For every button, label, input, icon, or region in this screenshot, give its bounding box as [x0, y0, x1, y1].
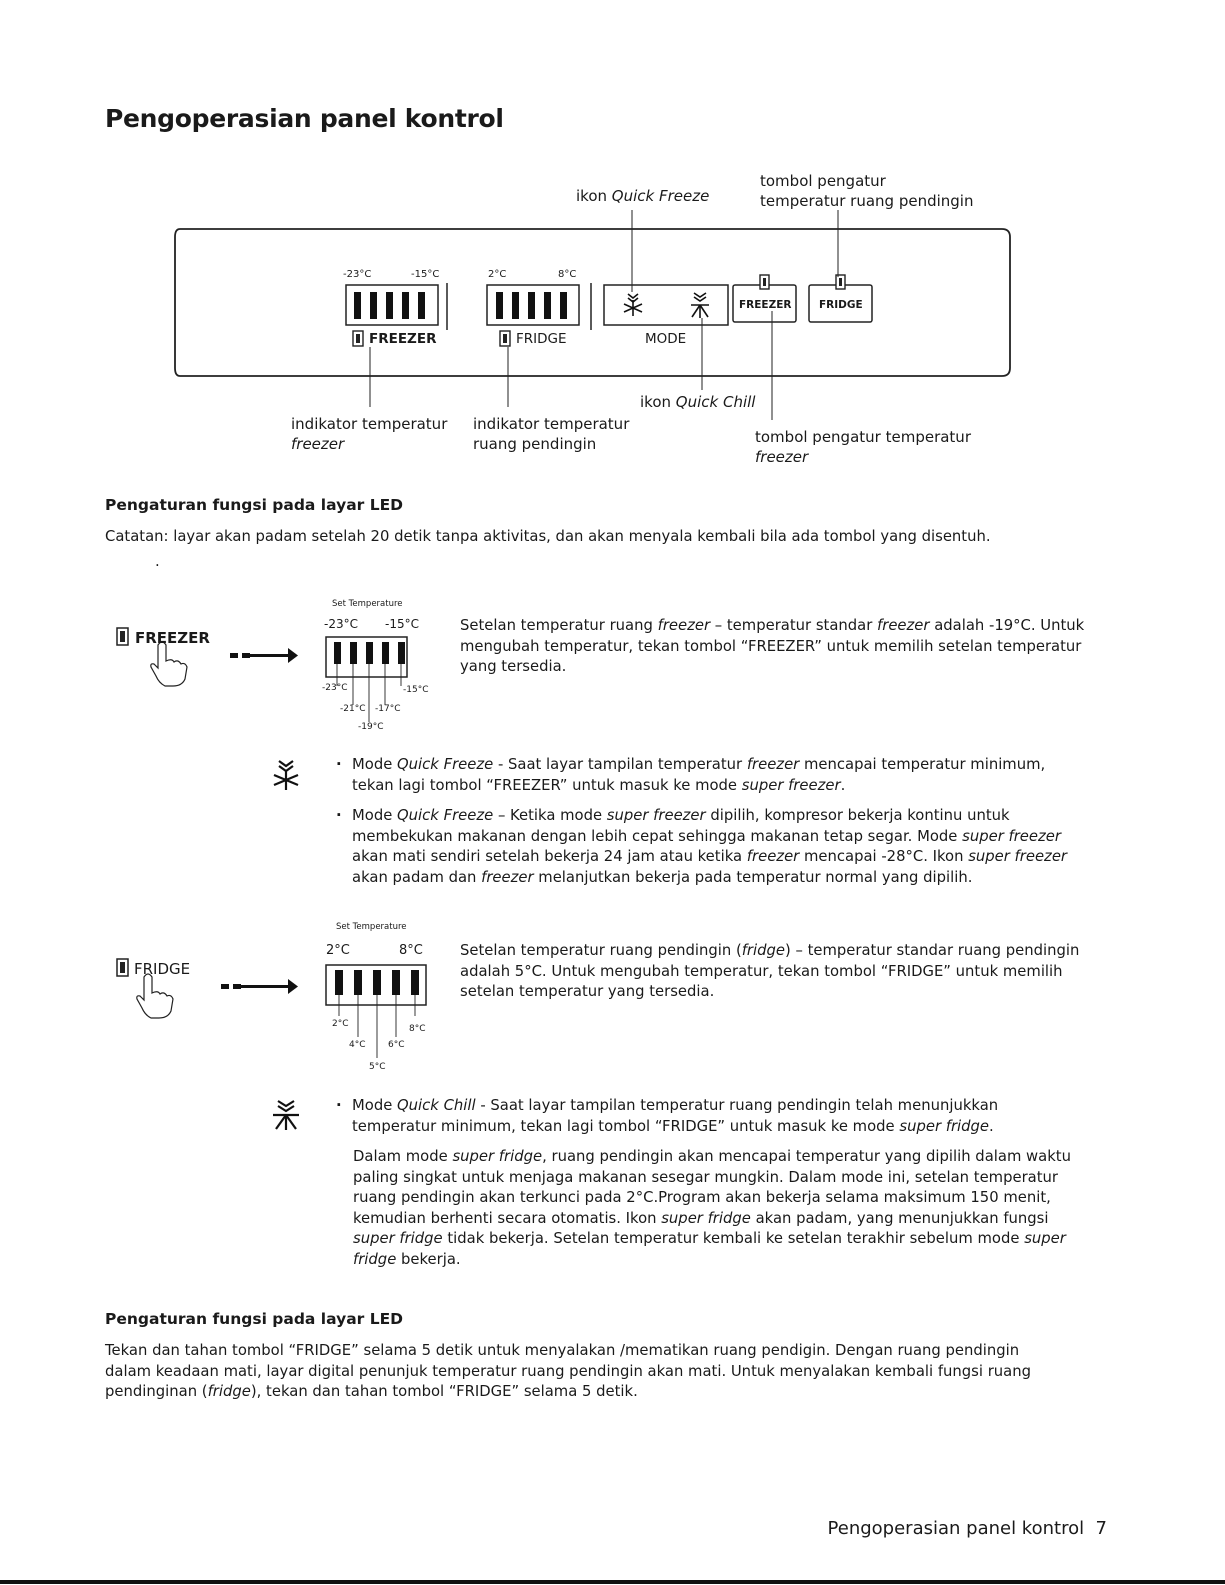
- fridge-button[interactable]: FRIDGE: [819, 299, 863, 311]
- callout-freezer-indicator-1: indikator temperatur: [291, 415, 448, 433]
- fridge-tick-1: 2°C: [332, 1019, 349, 1029]
- fridge-bullet-1: · Mode Quick Chill - Saat layar tampilan temperatur ruang pendingin telah menunjukkan temperatur minimum, tekan lagi tombol “FRIDGE” untuk masuk ke mode super fridge.: [352, 1096, 998, 1137]
- fridge-description: Setelan temperatur ruang pendingin (fridge) – temperatur standar ruang pendingin adalah 5°C. Untuk mengubah temperatur, tekan tombol “FRIDGE” untuk memilih setelan temperatur yang tersedia.: [460, 942, 1080, 1000]
- section2-paragraph: Tekan dan tahan tombol “FRIDGE” selama 5 detik untuk menyalakan /mematikan ruang pendigin. Dengan ruang pendingin dalam keadaan mati, layar digital penunjuk temperatur ruang pendingin akan mati. Untuk menyalakan kembali fungsi ruang pendinginan (fridge), tekan dan tahan tombol “FRIDGE” selama 5 detik.: [105, 1342, 1031, 1400]
- freezer-tick-1: -23°C: [322, 683, 348, 693]
- callout-fridge-indicator-2: ruang pendingin: [473, 435, 597, 453]
- quick-chill-icon: [268, 1098, 304, 1134]
- callout-freezer-button-1: tombol pengatur temperatur: [755, 428, 971, 446]
- control-panel-diagram: [0, 0, 1225, 480]
- fridge-tick-2: 4°C: [349, 1040, 366, 1050]
- page-footer: Pengoperasian panel kontrol 7: [827, 1518, 1107, 1539]
- fridge-block-max: 8°C: [399, 943, 423, 958]
- freezer-bullet-2: · Mode Quick Freeze – Ketika mode super freezer dipilih, kompresor bekerja kontinu untuk membekukan makanan dengan lebih cepat sehingga makanan tetap segar. Mode super freezer akan mati sendiri setelah bekerja 24 jam atau ketika freezer mencapai -28°C. Ikon super freezer akan padam dan freezer melanjutkan bekerja pada temperatur normal yang dipilih.: [352, 806, 1067, 888]
- freezer-description: Setelan temperatur ruang freezer – temperatur standar freezer adalah -19°C. Untuk mengubah temperatur, tekan tombol “FREEZER” untuk memilih setelan temperatur yang tersedia.: [460, 617, 1085, 675]
- freezer-range-max: -15°C: [411, 269, 440, 280]
- fridge-tick-4: 6°C: [388, 1040, 405, 1050]
- freezer-block-label: FREEZER: [135, 629, 210, 647]
- note-text: Catatan: layar akan padam setelah 20 detik tanpa aktivitas, dan akan menyala kembali bila ada tombol yang disentuh.: [105, 528, 991, 545]
- mode-label: MODE: [645, 331, 687, 347]
- freezer-set-temperature: Set Temperature: [332, 599, 403, 609]
- super-fridge-paragraph: Dalam mode super fridge, ruang pendingin akan mencapai temperatur yang dipilih dalam waktu paling singkat untuk menjaga makanan sesegar mungkin. Dalam mode ini, setelan temperatur ruang pendingin akan terkunci pada 2°C.Program akan bekerja selama maksimum 150 menit, kemudian berhenti secara otomatis. Ikon super fridge akan padam, yang menunjukkan fungsi super fridge tidak bekerja. Setelan temperatur kembali ke setelan terakhir sebelum mode super fridge bekerja.: [353, 1148, 1071, 1268]
- page-title: Pengoperasian panel kontrol: [105, 104, 504, 133]
- callout-fridge-button-2: temperatur ruang pendingin: [760, 192, 974, 210]
- freezer-tick-3: -19°C: [358, 722, 384, 732]
- section-heading-1: Pengaturan fungsi pada layar LED: [105, 496, 404, 514]
- callout-freezer-button-2: freezer: [755, 448, 809, 466]
- fridge-range-max: 8°C: [558, 269, 577, 280]
- fridge-tick-5: 8°C: [409, 1024, 426, 1034]
- freezer-bullet-1: · Mode Quick Freeze - Saat layar tampilan temperatur freezer mencapai temperatur minimum, tekan lagi tombol “FREEZER” untuk masuk ke mode super freezer.: [352, 755, 1045, 796]
- freezer-indicator-label: FREEZER: [369, 331, 437, 347]
- callout-fridge-button-1: tombol pengatur: [760, 172, 886, 190]
- callout-quick-freeze: ikon Quick Freeze: [576, 187, 710, 205]
- freezer-block-min: -23°C: [324, 617, 358, 631]
- callout-quick-chill: ikon Quick Chill: [640, 393, 756, 411]
- page-number: 7: [1095, 1518, 1107, 1539]
- freezer-block-max: -15°C: [385, 617, 419, 631]
- fridge-setting-diagram: [100, 915, 460, 1075]
- arrow-right-icon: [221, 979, 298, 994]
- finger-press-icon: [137, 974, 173, 1018]
- bottom-rule: [0, 1580, 1225, 1584]
- arrow-right-icon: [230, 648, 298, 663]
- freezer-setting-diagram: [100, 590, 460, 750]
- quick-chill-icon: [691, 293, 709, 318]
- fridge-set-temperature: Set Temperature: [336, 922, 407, 932]
- stray-dot: .: [155, 553, 160, 570]
- fridge-block-min: 2°C: [326, 943, 350, 958]
- callout-freezer-indicator-2: freezer: [291, 435, 345, 453]
- fridge-tick-3: 5°C: [369, 1062, 386, 1072]
- freezer-tick-2: -21°C: [340, 704, 366, 714]
- finger-press-icon: [151, 642, 187, 686]
- section-heading-2: Pengaturan fungsi pada layar LED: [105, 1310, 404, 1328]
- fridge-indicator-label: FRIDGE: [516, 331, 567, 347]
- fridge-block-label: FRIDGE: [134, 960, 191, 978]
- freezer-button[interactable]: FREEZER: [739, 299, 792, 311]
- callout-fridge-indicator-1: indikator temperatur: [473, 415, 630, 433]
- freezer-tick-4: -17°C: [375, 704, 401, 714]
- snowflake-quick-freeze-icon: [624, 294, 642, 316]
- freezer-range-min: -23°C: [343, 269, 372, 280]
- snowflake-quick-freeze-icon: [268, 758, 304, 794]
- freezer-tick-5: -15°C: [403, 685, 429, 695]
- fridge-range-min: 2°C: [488, 269, 507, 280]
